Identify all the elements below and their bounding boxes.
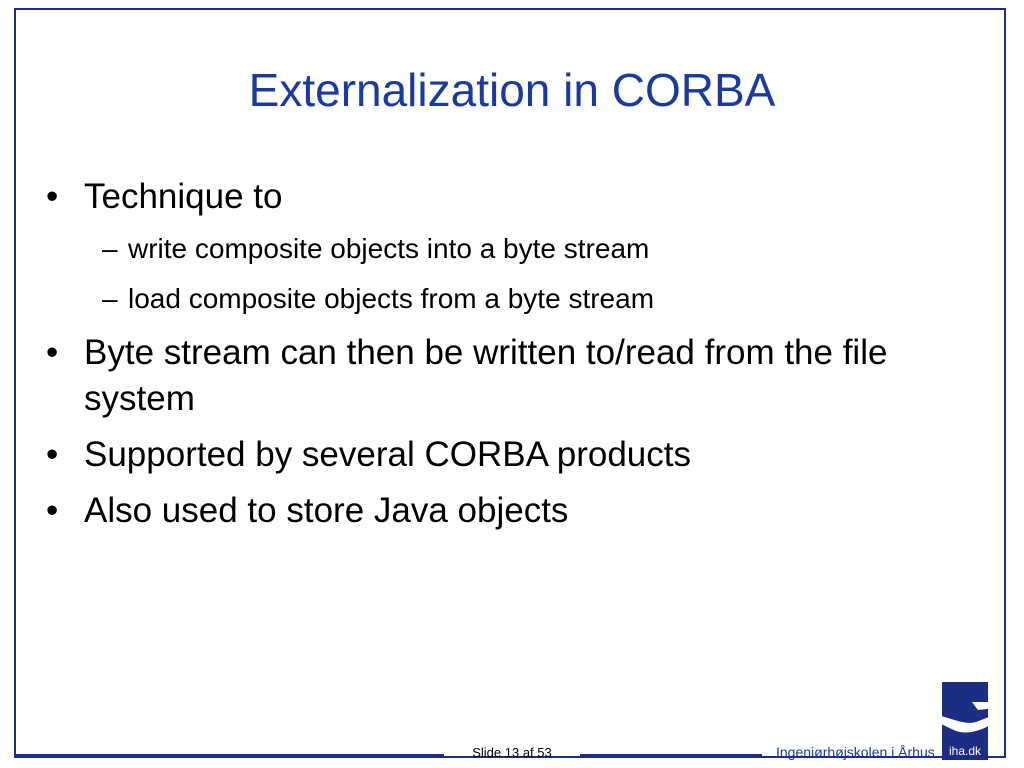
school-name: Ingeniørhøjskolen i Århus xyxy=(776,744,935,760)
slide-number: Slide 13 af 53 xyxy=(472,745,552,760)
bullet-list xyxy=(46,174,976,544)
bullet-text: Technique to xyxy=(84,177,283,216)
bullet-item xyxy=(46,174,976,220)
sub-bullet-dash: – xyxy=(102,233,118,264)
bullet-item xyxy=(46,488,976,534)
bullet-item xyxy=(46,432,976,478)
logo-text: iha.dk xyxy=(948,744,982,758)
sub-bullet-text: write composite objects into a byte stream xyxy=(128,233,650,264)
bullet-dot: • xyxy=(46,491,59,530)
sub-bullet-item xyxy=(46,280,976,318)
bullet-text: Also used to store Java objects xyxy=(84,491,569,530)
sub-bullet-text: load composite objects from a byte stream xyxy=(128,283,655,314)
bullet-text: Byte stream can then be written to/read from the file system xyxy=(84,333,888,418)
bullet-dot: • xyxy=(46,333,59,372)
sub-bullet-item xyxy=(46,230,976,268)
bullet-dot: • xyxy=(46,177,59,216)
iha-logo xyxy=(942,682,988,760)
bullet-dot: • xyxy=(46,435,59,474)
bullet-text: Supported by several CORBA products xyxy=(84,435,691,474)
slide-title: Externalization in CORBA xyxy=(248,64,776,116)
sub-bullet-list xyxy=(46,230,976,318)
bullet-item xyxy=(46,330,976,422)
sub-bullet-dash: – xyxy=(102,283,118,314)
